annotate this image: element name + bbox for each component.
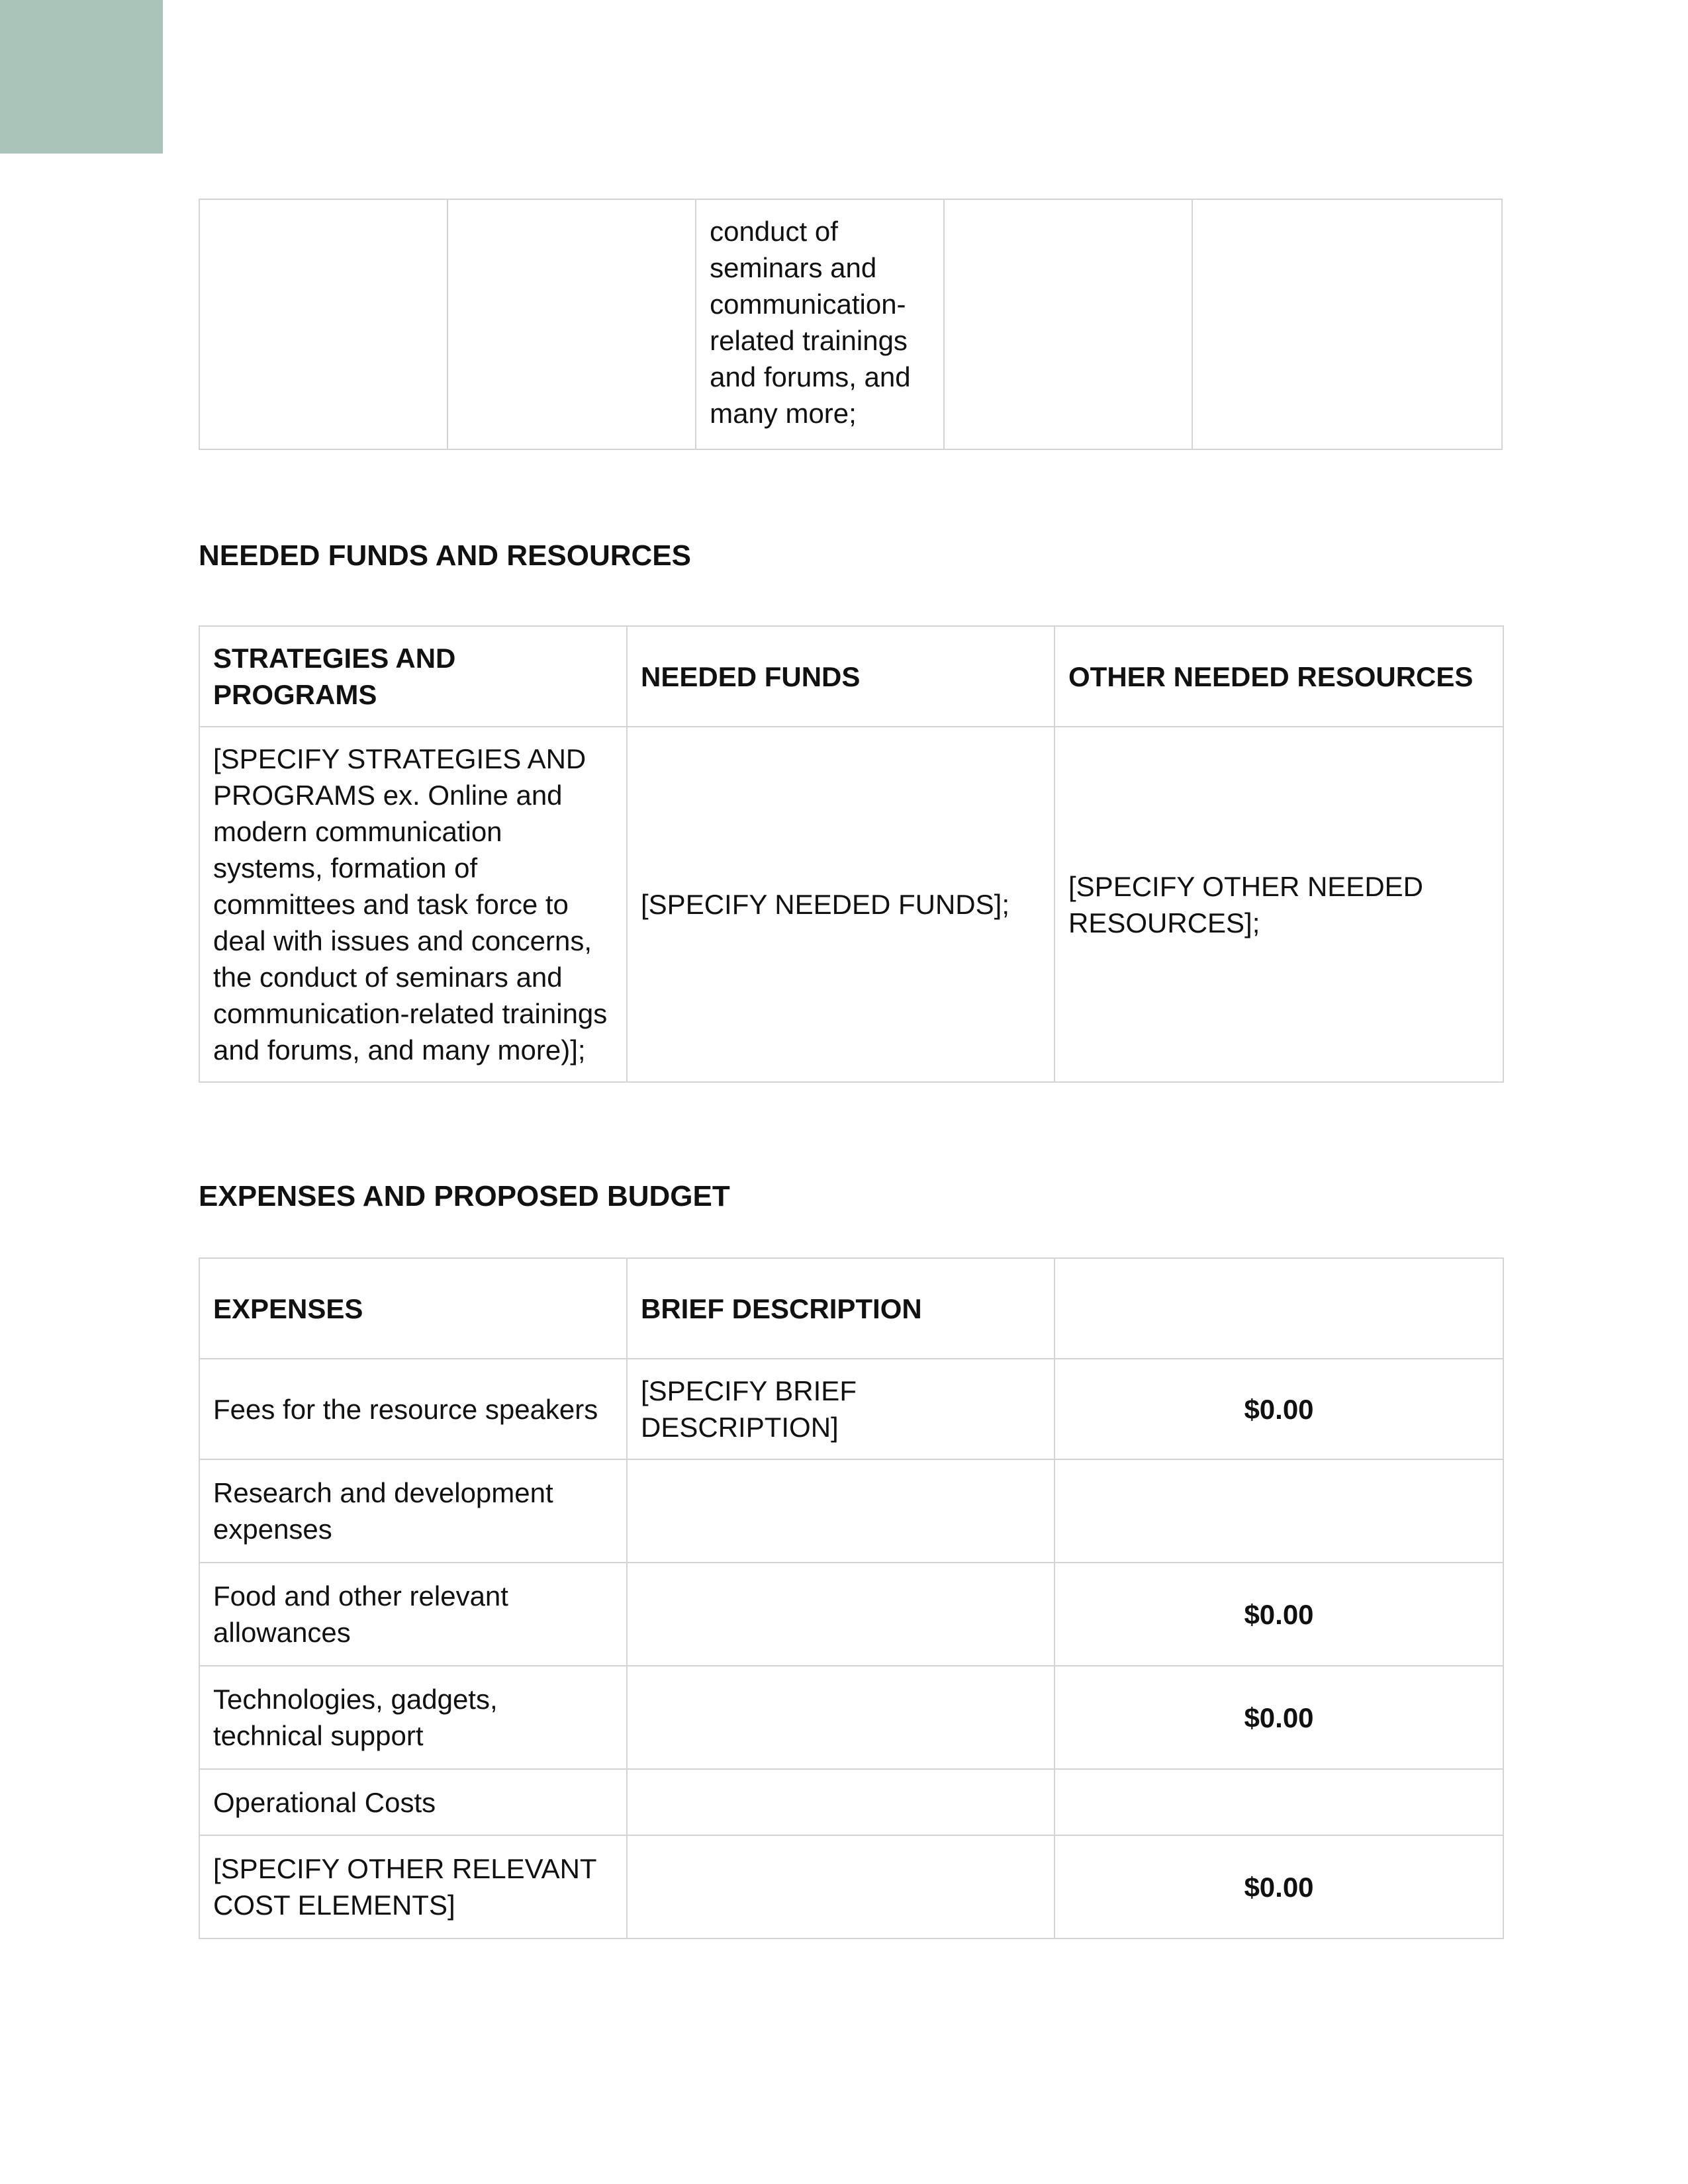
- table-cell: conduct of seminars and communication-related trainings and forums, and many more;: [696, 199, 944, 449]
- amount-cell: $0.00: [1055, 1563, 1503, 1666]
- table-row: [199, 1563, 1503, 1666]
- expenses-budget-table: [199, 1257, 1504, 1939]
- table-cell: [447, 199, 696, 449]
- description-cell: [627, 1459, 1055, 1563]
- funds-resources-table: [199, 625, 1504, 1083]
- amount-cell: [1055, 1769, 1503, 1835]
- amount-cell: $0.00: [1055, 1835, 1503, 1938]
- other-resources-cell: [SPECIFY OTHER NEEDED RESOURCES];: [1055, 727, 1503, 1082]
- corner-accent-block: [0, 0, 163, 154]
- expense-cell: Fees for the resource speakers: [199, 1359, 627, 1459]
- expense-cell: [SPECIFY OTHER RELEVANT COST ELEMENTS]: [199, 1835, 627, 1938]
- amount-cell: $0.00: [1055, 1666, 1503, 1769]
- column-header: OTHER NEEDED RESOURCES: [1055, 626, 1503, 727]
- table-row: [199, 1769, 1503, 1835]
- description-cell: [627, 1769, 1055, 1835]
- amount-cell: [1055, 1459, 1503, 1563]
- needed-funds-cell: [SPECIFY NEEDED FUNDS];: [627, 727, 1055, 1082]
- column-header: [1055, 1258, 1503, 1359]
- table-row: [199, 727, 1503, 1082]
- column-header: STRATEGIES AND PROGRAMS: [199, 626, 627, 727]
- table-row: [199, 1359, 1503, 1459]
- table-header-row: [199, 1258, 1503, 1359]
- column-header: BRIEF DESCRIPTION: [627, 1258, 1055, 1359]
- expense-cell: Food and other relevant allowances: [199, 1563, 627, 1666]
- expense-cell: Research and development expenses: [199, 1459, 627, 1563]
- amount-cell: $0.00: [1055, 1359, 1503, 1459]
- expense-cell: Technologies, gadgets, technical support: [199, 1666, 627, 1769]
- table-cell: [199, 199, 447, 449]
- description-cell: [627, 1666, 1055, 1769]
- section-title-funds: NEEDED FUNDS AND RESOURCES: [199, 539, 692, 572]
- strategies-cell: [SPECIFY STRATEGIES AND PROGRAMS ex. Online and modern communication systems, formation of committees and task force to deal with issues and concerns, the conduct of seminars and communication-related trainings and forums, and many more)];: [199, 727, 627, 1082]
- table-row: [199, 1459, 1503, 1563]
- table-cell: [1192, 199, 1502, 449]
- table-row: [199, 1666, 1503, 1769]
- table-row: [199, 1835, 1503, 1938]
- expense-cell: Operational Costs: [199, 1769, 627, 1835]
- table-cell: [944, 199, 1192, 449]
- continued-strategy-table: [199, 199, 1503, 450]
- section-title-budget: EXPENSES AND PROPOSED BUDGET: [199, 1180, 730, 1212]
- description-cell: [627, 1835, 1055, 1938]
- description-cell: [627, 1563, 1055, 1666]
- column-header: NEEDED FUNDS: [627, 626, 1055, 727]
- table-row: [199, 199, 1502, 449]
- table-header-row: [199, 626, 1503, 727]
- column-header: EXPENSES: [199, 1258, 627, 1359]
- description-cell: [SPECIFY BRIEF DESCRIPTION]: [627, 1359, 1055, 1459]
